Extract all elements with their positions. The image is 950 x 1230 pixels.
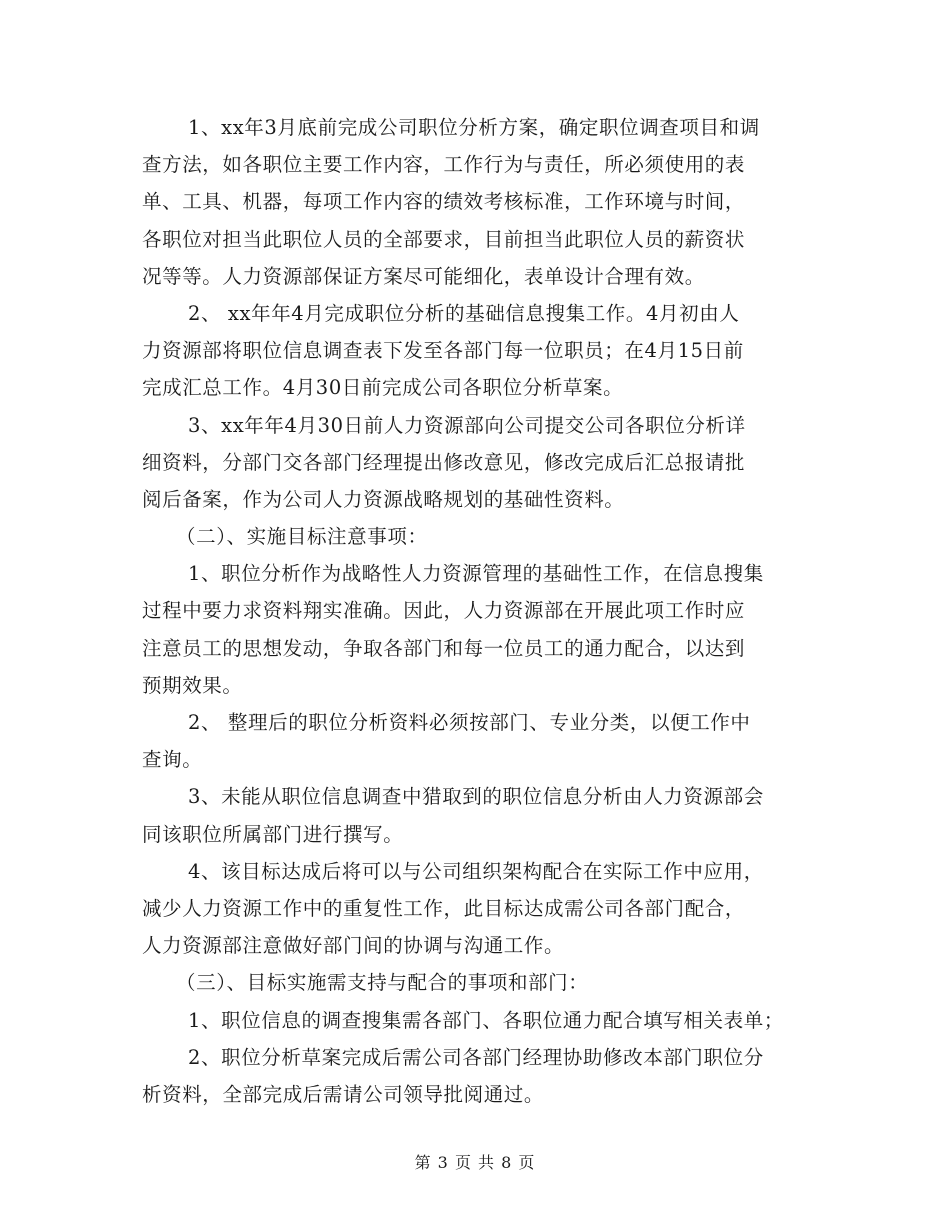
text-line: 完成汇总工作。4月30日前完成公司各职位分析草案。	[142, 376, 624, 400]
text-line: 注意员工的思想发动，争取各部门和每一位员工的通力配合，以达到	[142, 636, 746, 660]
text-line: 析资料，全部完成后需请公司领导批阅通过。	[142, 1082, 545, 1106]
text-line: 预期效果。	[142, 673, 243, 697]
text-line: 4、该目标达成后将可以与公司组织架构配合在实际工作中应用，	[188, 859, 764, 883]
text-line: 减少人力资源工作中的重复性工作，此目标达成需公司各部门配合，	[142, 896, 746, 920]
text-line: 3、未能从职位信息调查中猎取到的职位信息分析由人力资源部会	[188, 785, 764, 809]
text-line: 过程中要力求资料翔实准确。因此，人力资源部在开展此项工作时应	[142, 599, 746, 623]
text-line: 2、 整理后的职位分析资料必须按部门、专业分类，以便工作中	[188, 711, 751, 734]
text-line: 阅后备案，作为公司人力资源战略规划的基础性资料。	[142, 487, 625, 511]
page-footer: 第 3 页 共 8 页	[414, 1153, 536, 1172]
text-line: 单、工具、机器，每项工作内容的绩效考核标准，工作环境与时间，	[142, 190, 746, 214]
text-line: 同该职位所属部门进行撰写。	[142, 822, 404, 846]
text-line: 1、职位分析作为战略性人力资源管理的基础性工作，在信息搜集	[188, 562, 764, 586]
section-heading: （三）、目标实施需支持与配合的事项和部门：	[176, 971, 589, 995]
text-line: 2、职位分析草案完成后需公司各部门经理协助修改本部门职位分	[188, 1045, 764, 1069]
text-line: 力资源部将职位信息调查表下发至各部门每一位职员；在4月15日前	[142, 339, 744, 363]
text-line: 细资料，分部门交各部门经理提出修改意见，修改完成后汇总报请批	[142, 450, 746, 474]
section-heading: （二）、实施目标注意事项：	[176, 525, 428, 549]
text-line: 人力资源部注意做好部门间的协调与沟通工作。	[142, 934, 565, 958]
document-body	[142, 109, 832, 1113]
text-line: 各职位对担当此职位人员的全部要求，目前担当此职位人员的薪资状	[142, 227, 746, 251]
text-line: 2、 xx年年4月完成职位分析的基础信息搜集工作。4月初由人	[188, 301, 740, 325]
text-line: 3、xx年年4月30日前人力资源部向公司提交公司各职位分析详	[188, 413, 746, 437]
text-line: 1、职位信息的调查搜集需各部门、各职位通力配合填写相关表单；	[188, 1008, 784, 1032]
text-line: 1、xx年3月底前完成公司职位分析方案，确定职位调查项目和调	[188, 116, 760, 139]
text-line: 况等等。人力资源部保证方案尽可能细化，表单设计合理有效。	[142, 264, 705, 288]
text-line: 查方法，如各职位主要工作内容，工作行为与责任，所必须使用的表	[142, 153, 746, 177]
text-line: 查询。	[142, 748, 203, 772]
